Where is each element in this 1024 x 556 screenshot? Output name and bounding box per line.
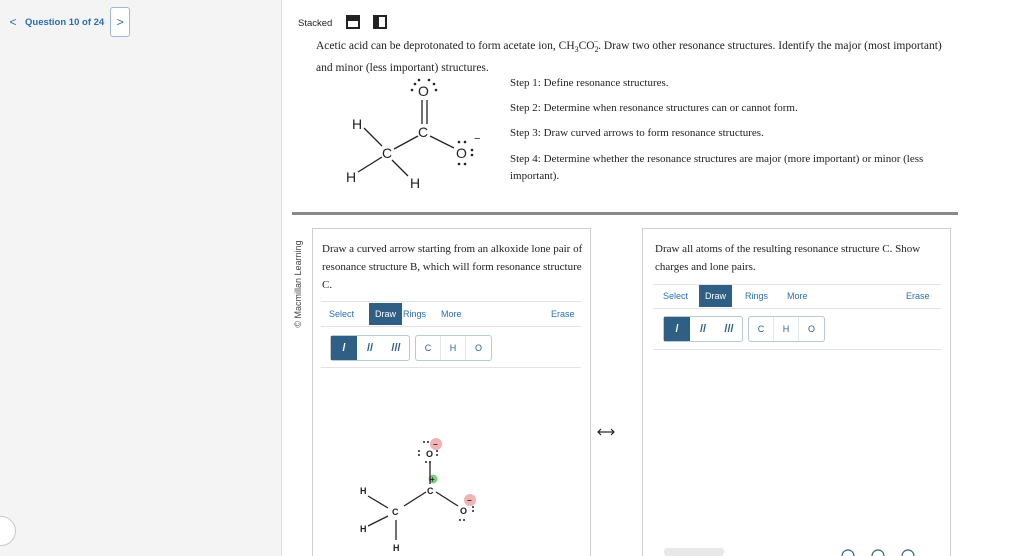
hydrogen-atom-tool[interactable]: H: [774, 317, 799, 341]
zoom-out-icon[interactable]: [902, 550, 914, 556]
zoom-in-icon[interactable]: [842, 550, 854, 556]
hydrogen-atom-tool[interactable]: H: [441, 336, 466, 360]
subscript-3: 3: [574, 45, 579, 55]
canvas-scrollbar[interactable]: [664, 548, 724, 556]
atom-h-bottom: H: [410, 175, 421, 191]
draw-tab[interactable]: Draw: [369, 303, 402, 325]
atom-h-left: H: [346, 169, 357, 185]
step-1: Step 1: Define resonance structures.: [510, 77, 669, 89]
draw-tab[interactable]: Draw: [699, 285, 732, 307]
stacked-view-icon[interactable]: [346, 15, 360, 29]
positive-charge: +: [430, 475, 435, 484]
atom-tools: [748, 316, 825, 342]
single-bond-tool[interactable]: /: [664, 317, 690, 341]
more-tab[interactable]: More: [441, 309, 462, 319]
atom-c-methyl: C: [392, 507, 399, 517]
atom-tools: [415, 335, 492, 361]
chevron-right-icon: >: [116, 15, 124, 29]
toolbar-border: [321, 326, 581, 327]
bond-tools: [663, 316, 743, 342]
double-bond-tool[interactable]: //: [366, 342, 374, 354]
atom-h-left: H: [360, 524, 367, 534]
question-part-2: CO: [578, 39, 595, 52]
negative-charge: −: [474, 133, 481, 145]
copyright-notice: [292, 234, 304, 334]
question-navigation: [6, 8, 130, 36]
atom-c-methyl: C: [382, 145, 393, 161]
chevron-left-icon[interactable]: <: [9, 15, 17, 29]
zoom-reset-icon[interactable]: [872, 550, 884, 556]
copyright-text: © Macmillan Learning: [293, 240, 303, 328]
toolbar-border: [653, 308, 941, 309]
rings-tab[interactable]: Rings: [403, 309, 427, 319]
panel-c-instructions: Draw all atoms of the resulting resonance structure C. Show charges and lone pairs.: [655, 243, 921, 273]
atom-h-bottom: H: [393, 543, 400, 553]
resonance-arrow-icon: [596, 425, 616, 439]
atom-o-top: O: [418, 83, 429, 99]
next-question-button[interactable]: [110, 7, 130, 37]
toolbar-border: [321, 367, 581, 368]
rings-tab[interactable]: Rings: [745, 291, 769, 301]
carbon-atom-tool[interactable]: C: [416, 336, 441, 360]
round-button[interactable]: [0, 516, 16, 546]
more-tab[interactable]: More: [787, 291, 808, 301]
question-part-1: Acetic acid can be deprotonated to form acetate ion, CH: [316, 39, 575, 52]
triple-bond-tool[interactable]: ///: [391, 342, 401, 354]
double-bond-tool[interactable]: //: [699, 323, 707, 335]
step-3: Step 3: Draw curved arrows to form resonance structures.: [510, 127, 764, 139]
atom-h-top: H: [352, 116, 363, 132]
single-bond-tool[interactable]: /: [331, 336, 357, 360]
superscript-minus: −: [593, 37, 599, 46]
panel-structure-c: [642, 228, 951, 556]
panel-c-toolbar: [653, 285, 943, 307]
side-by-side-view-icon[interactable]: [373, 15, 387, 29]
subscript-2: 2: [594, 45, 599, 55]
sidebar: [0, 0, 282, 556]
atom-h-top: H: [360, 486, 367, 496]
atom-o-right: O: [460, 506, 468, 516]
atom-o-top: O: [426, 449, 434, 459]
oxygen-atom-tool[interactable]: O: [807, 324, 815, 334]
atom-c-carbonyl: C: [418, 124, 429, 140]
question-counter: Question 10 of 24: [25, 16, 105, 28]
question-text: [316, 33, 956, 77]
triple-bond-tool[interactable]: ///: [724, 323, 734, 335]
section-divider: [292, 212, 958, 215]
panel-b-toolbar: [321, 303, 583, 325]
select-tab[interactable]: Select: [329, 309, 355, 319]
erase-button[interactable]: Erase: [551, 309, 575, 319]
oxygen-atom-tool[interactable]: O: [474, 343, 482, 353]
negative-charge: −: [433, 440, 438, 449]
stacked-label: Stacked: [298, 18, 333, 29]
toolbar-border: [321, 301, 581, 302]
structure-b-drawing: [340, 420, 490, 556]
carbon-atom-tool[interactable]: C: [749, 317, 774, 341]
atom-c-carbonyl: C: [427, 486, 434, 496]
bond-tools: [330, 335, 410, 361]
negative-charge: −: [467, 496, 472, 505]
canvas-controls: [830, 544, 930, 556]
toolbar-border: [653, 349, 941, 350]
step-4: Step 4: Determine whether the resonance structures are major (more important) or minor (less important).: [510, 153, 924, 182]
step-2: Step 2: Determine when resonance structures can or cannot form.: [510, 102, 798, 114]
select-tab[interactable]: Select: [663, 291, 689, 301]
question-part-3: . Draw two other resonance structures. Identify the major (most important) and minor (less important) structures.: [316, 39, 942, 75]
acetate-structure: [330, 74, 490, 194]
atom-o-right: O: [456, 145, 467, 161]
erase-button[interactable]: Erase: [906, 291, 930, 301]
panel-b-instructions: Draw a curved arrow starting from an alkoxide lone pair of resonance structure B, which will form resonance structure C.: [322, 243, 583, 291]
